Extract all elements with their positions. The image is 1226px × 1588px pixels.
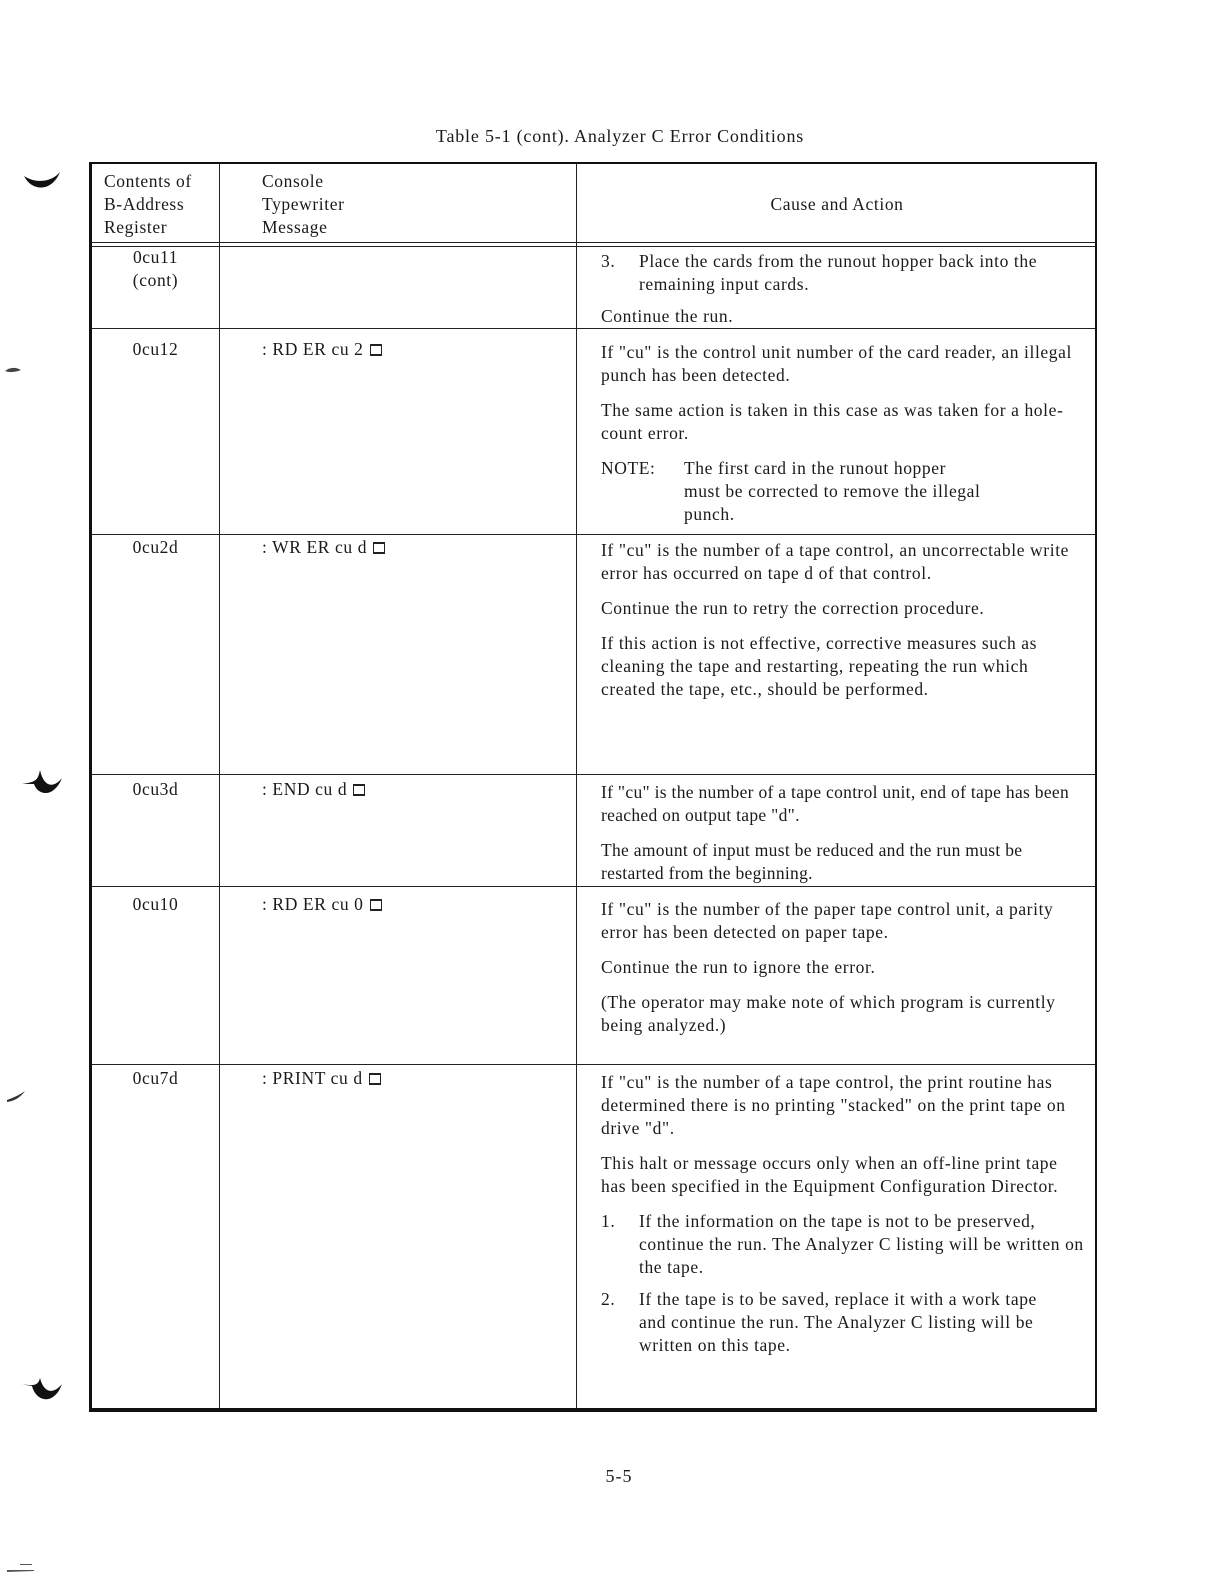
binder-mark-icon (18, 1374, 64, 1408)
row-0cu11-code: 0cu11 (cont) (132, 247, 179, 290)
row-0cu3d-action: If "cu" is the number of a tape control unit, end of tape has been reached on output tape "d". The amount of input must be reduced and the run must be restarted from the beginning. (601, 782, 1070, 883)
error-conditions-table (89, 162, 1097, 1412)
list-item: 1. If the information on the tape is not to be preserved, continue the run. The Analyzer C listing will be written on the tape. (601, 1211, 1084, 1277)
header-console-typewriter-message: Console Typewriter Message (262, 171, 345, 237)
scan-speck-icon (4, 364, 22, 374)
scan-speck-icon (6, 1560, 36, 1574)
row-0cu10-message: : RD ER cu 0 (262, 893, 382, 916)
list-item: 3. Place the cards from the runout hopper back into the remaining input cards. (601, 251, 1038, 294)
row-0cu12-code: 0cu12 (132, 339, 179, 359)
list-item: 2. If the tape is to be saved, replace it with a work tape and continue the run. The Analyzer C listing will be written on this tape. (601, 1289, 1037, 1355)
row-0cu12-message: : RD ER cu 2 (262, 338, 382, 361)
row-0cu3d-code: 0cu3d (132, 779, 179, 799)
row-0cu10-action: If "cu" is the number of the paper tape control unit, a parity error has been detected on paper tape. Continue the run to ignore the error. (The operator may make note of which program is currently being analyzed.) (601, 899, 1056, 1035)
column-divider (576, 164, 577, 1408)
square-cursor-icon (370, 899, 382, 911)
square-cursor-icon (370, 344, 382, 356)
row-0cu2d-code: 0cu2d (132, 537, 179, 557)
square-cursor-icon (353, 784, 365, 796)
row-0cu7d-code: 0cu7d (132, 1068, 179, 1088)
row-0cu2d-action: If "cu" is the number of a tape control, an uncorrectable write error has occurred on tape d of that control. Continue the run to retry the correction procedure. If this action is not effective, corrective measures such as cleaning the tape and restarting, repeating the run which created the tape, etc., should be performed. (601, 540, 1070, 699)
row-divider (92, 328, 1095, 329)
header-divider (92, 242, 1095, 247)
square-cursor-icon (369, 1073, 381, 1085)
row-0cu10-code: 0cu10 (132, 894, 179, 914)
row-0cu12-action: If "cu" is the control unit number of the card reader, an illegal punch has been detected. The same action is taken in this case as was taken for a hole-count error. NOTE: The first card in the runout hopper must be corrected to remove the illegal punch. (601, 341, 1079, 526)
row-0cu2d-message: : WR ER cu d (262, 536, 385, 559)
table-caption: Table 5-1 (cont). Analyzer C Error Conditions (435, 126, 805, 146)
note: NOTE: The first card in the runout hopper must be corrected to remove the illegal punch. (601, 458, 981, 524)
header-cause-and-action: Cause and Action (770, 194, 904, 214)
row-divider (92, 774, 1095, 775)
row-0cu3d-message: : END cu d (262, 778, 365, 801)
binder-mark-icon (20, 766, 64, 802)
row-divider (92, 886, 1095, 887)
row-0cu7d-action: If "cu" is the number of a tape control, the print routine has determined there is no printing "stacked" on the print tape on drive "d". This halt or message occurs only when an off-line print tape has been specified in the Equipment Configuration Director. 1. If the information on the tape is not to be preserved, continue the run. The Analyzer C listing will be written on the tape. 2. If the tape is to be saved, replace it with a work tape and continue the run. The Analyzer C listing will be written on this tape. (601, 1071, 1087, 1366)
row-divider (92, 1064, 1095, 1065)
square-cursor-icon (373, 542, 385, 554)
row-0cu7d-message: : PRINT cu d (262, 1067, 381, 1090)
binder-mark-icon (22, 168, 62, 194)
column-divider (219, 164, 220, 1408)
row-0cu11-action: 3. Place the cards from the runout hopper back into the remaining input cards. Continue the run. (601, 250, 1071, 340)
row-divider (92, 534, 1095, 535)
scan-speck-icon (6, 1090, 26, 1104)
header-contents-of-b-address-register: Contents of B-Address Register (104, 171, 192, 237)
page-number: 5-5 (605, 1466, 633, 1486)
